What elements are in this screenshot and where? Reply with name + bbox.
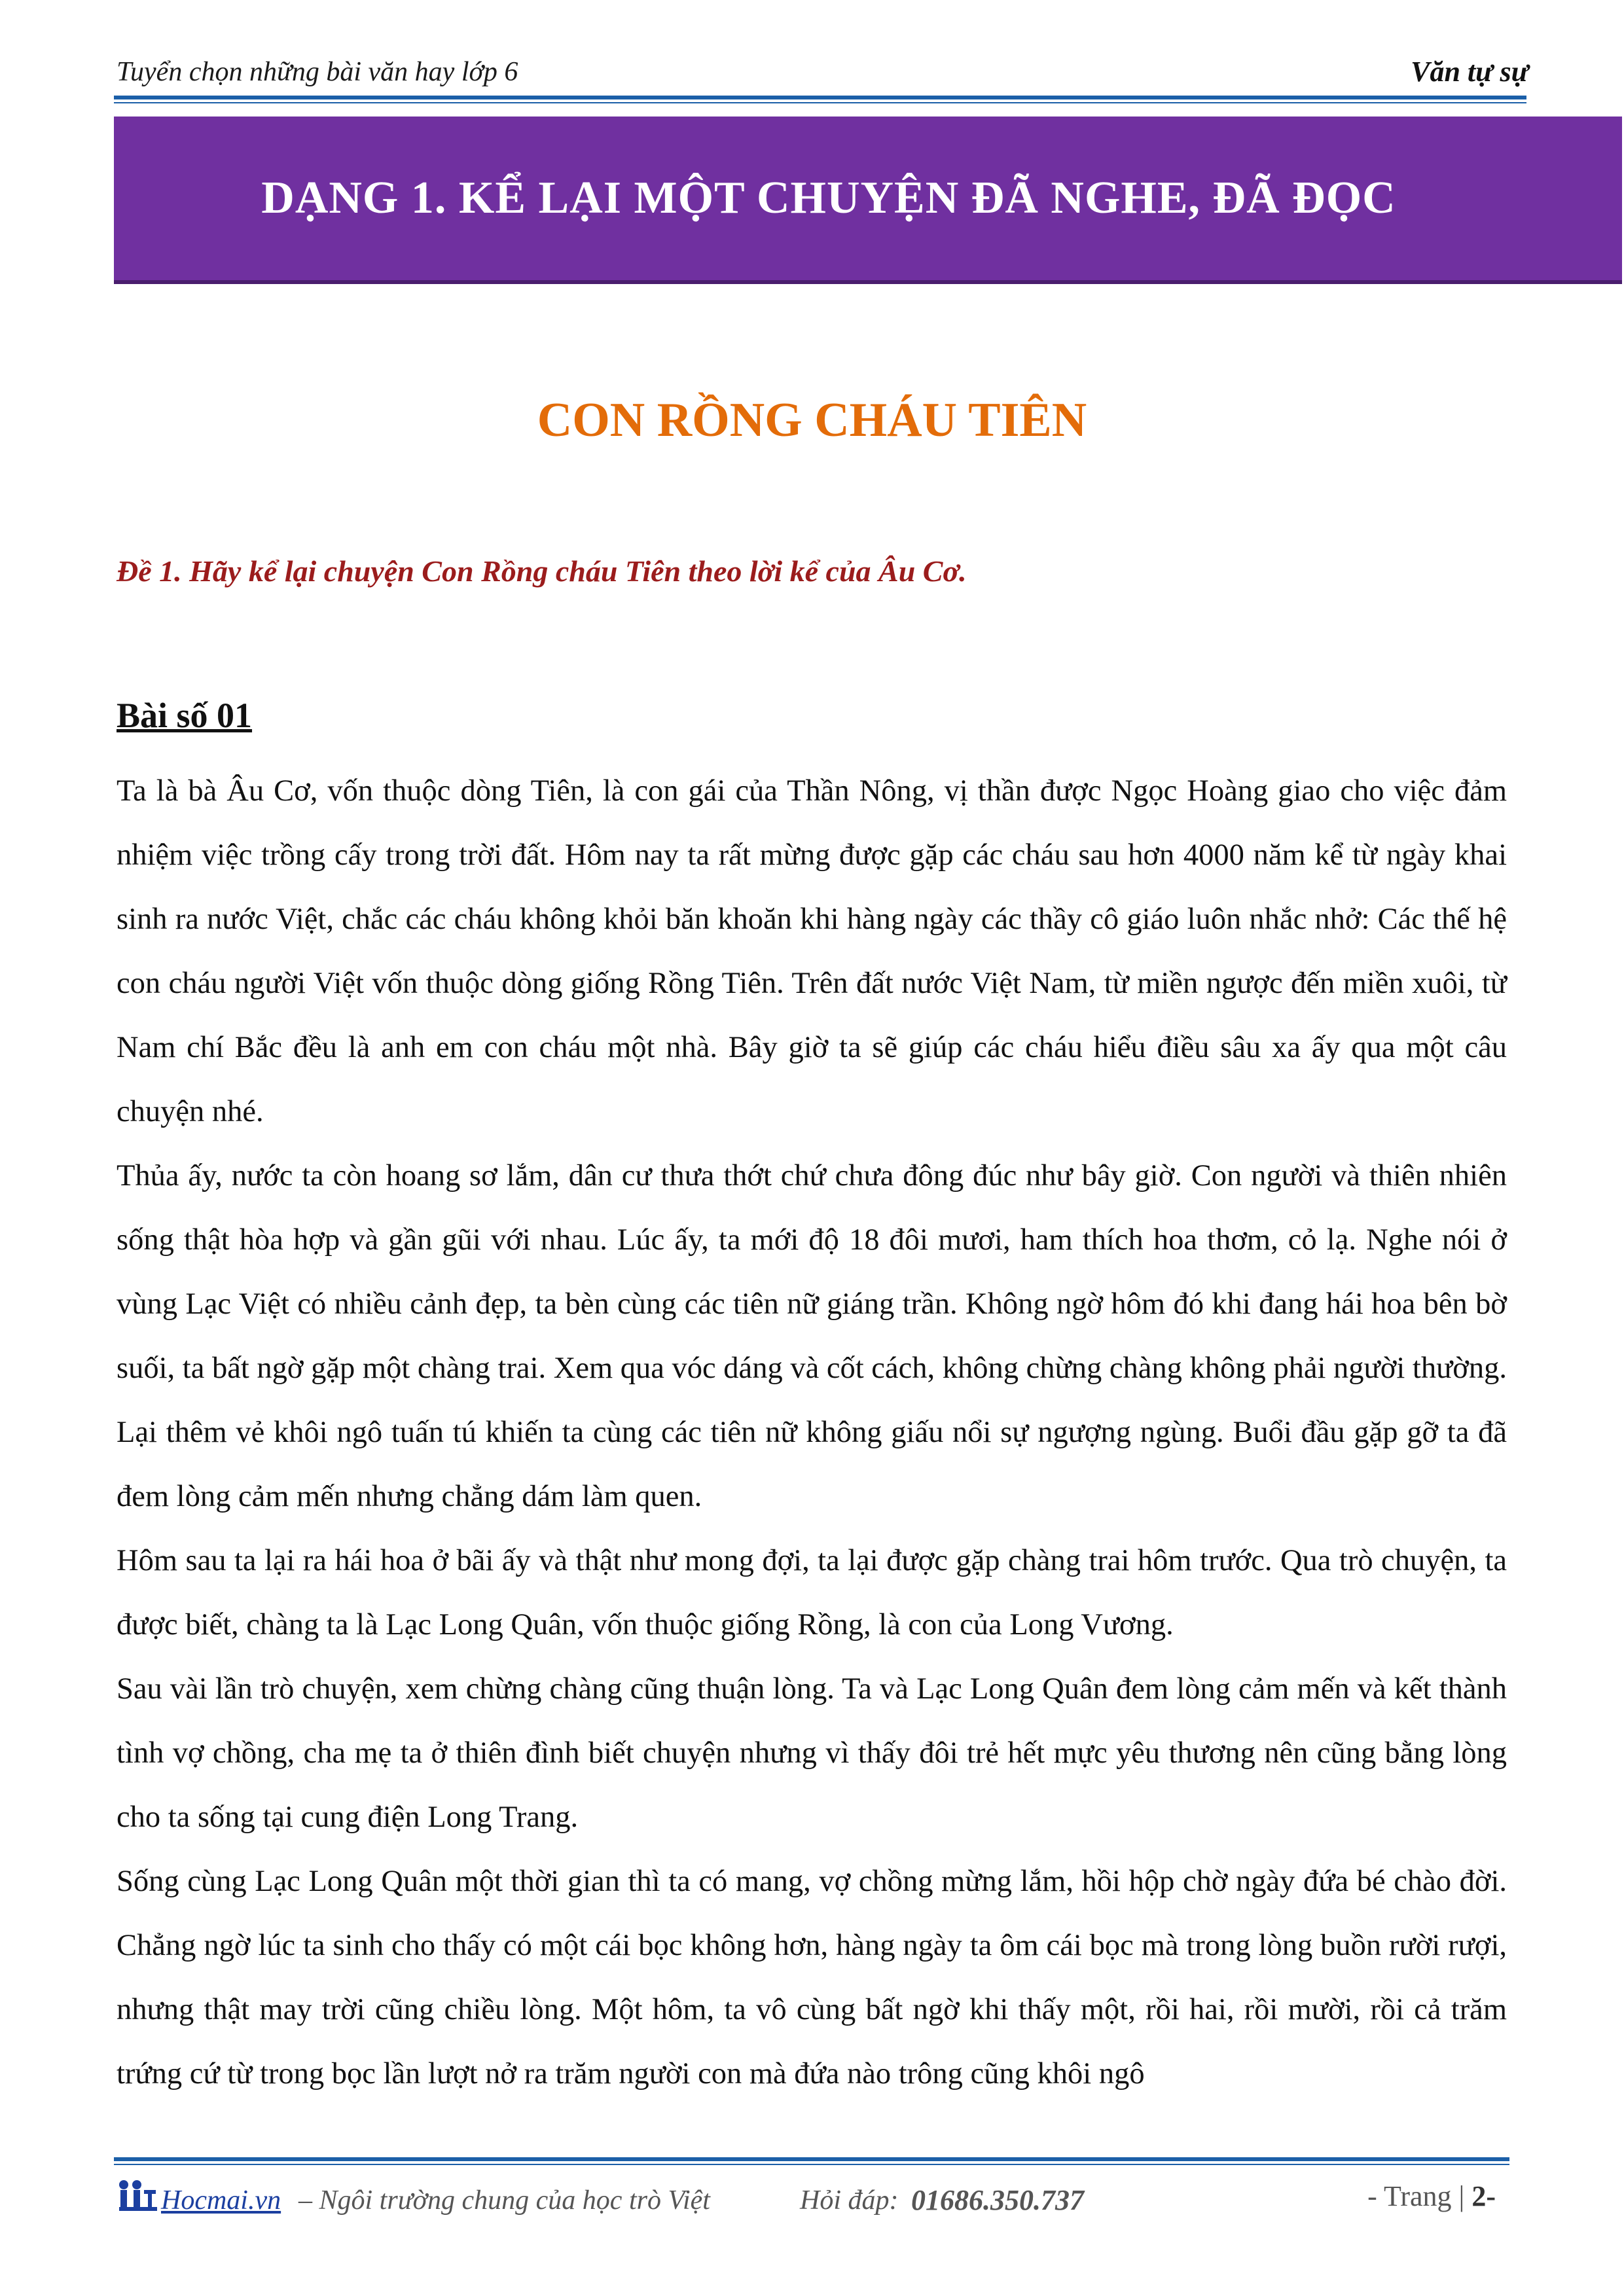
footer-rule	[114, 2157, 1509, 2161]
footer-rule-thin	[114, 2164, 1509, 2165]
header-genre: Văn tự sự	[1411, 56, 1528, 88]
page-number	[1367, 2179, 1496, 2213]
story-title: CON RỒNG CHÁU TIÊN	[537, 393, 1087, 447]
footer-slogan: – Ngôi trường chung của học trò Việt	[298, 2185, 710, 2215]
header-doc-title: Tuyển chọn những bài văn hay lớp 6	[117, 57, 518, 87]
body-paragraph: Ta là bà Âu Cơ, vốn thuộc dòng Tiên, là con gái của Thần Nông, vị thần được Ngọc Hoàng giao cho việc đảm nhiệm việc trồng cấy trong trời đất. Hôm nay ta rất mừng được gặp các cháu sau hơn 4000 năm kể từ ngày khai sinh ra nước Việt, chắc các cháu không khỏi băn khoăn khi hàng ngày các thầy cô giáo luôn nhắc nhở: Các thế hệ con cháu người Việt vốn thuộc dòng giống Rồng Tiên. Trên đất nước Việt Nam, từ miền ngược đến miền xuôi, từ Nam chí Bắc đều là anh em con cháu một nhà. Bây giờ ta sẽ giúp các cháu hiểu điều sâu xa ấy qua một câu chuyện nhé.	[117, 774, 1507, 1128]
article-heading: Bài số 01	[117, 696, 253, 735]
page-number-value: 2-	[1471, 2180, 1496, 2212]
body-paragraph: Thủa ấy, nước ta còn hoang sơ lắm, dân cư thưa thớt chứ chưa đông đúc như bây giờ. Con người và thiên nhiên sống thật hòa hợp và gần gũi với nhau. Lúc ấy, ta mới độ 18 đôi mươi, ham thích hoa thơm, cỏ lạ. Nghe nói ở vùng Lạc Việt có nhiều cảnh đẹp, ta bèn cùng các tiên nữ giáng trần. Không ngờ hôm đó khi đang hái hoa bên bờ suối, ta bất ngờ gặp một chàng trai. Xem qua vóc dáng và cốt cách, không chừng chàng không phải người thường. Lại thêm vẻ khôi ngô tuấn tú khiến ta cùng các tiên nữ không giấu nổi sự ngượng ngùng. Buổi đầu gặp gỡ ta đã đem lòng cảm mến nhưng chẳng dám làm quen.	[117, 1159, 1507, 1513]
body-paragraph: Sống cùng Lạc Long Quân một thời gian thì ta có mang, vợ chồng mừng lắm, hồi hộp chờ ngày đứa bé chào đời. Chẳng ngờ lúc ta sinh cho thấy có một cái bọc không hơn, hàng ngày ta ôm cái bọc mà trong lòng buồn rười rượi, nhưng thật may trời cũng chiều lòng. Một hôm, ta vô cùng bất ngờ khi thấy một, rồi hai, rồi mười, rồi cả trăm trứng cứ từ trong bọc lần lượt nở ra trăm người con mà đứa nào trông cũng khôi ngô	[117, 1865, 1507, 2090]
footer-hotline-label: Hỏi đáp:	[800, 2185, 899, 2215]
footer-site-link[interactable]: Hocmai.vn	[161, 2185, 281, 2215]
essay-prompt: Đề 1. Hãy kể lại chuyện Con Rồng cháu Tiên theo lời kể của Âu Cơ.	[117, 554, 967, 588]
body-paragraph: Sau vài lần trò chuyện, xem chừng chàng cũng thuận lòng. Ta và Lạc Long Quân đem lòng cảm mến và kết thành tình vợ chồng, cha mẹ ta ở thiên đình biết chuyện nhưng vì thấy đôi trẻ hết mực yêu thương nên cũng bằng lòng cho ta sống tại cung điện Long Trang.	[117, 1672, 1507, 1834]
section-banner	[114, 117, 1622, 284]
page-prefix: - Trang |	[1367, 2180, 1465, 2212]
header-rule	[114, 96, 1526, 99]
article-body	[117, 759, 1507, 2106]
banner-title: DẠNG 1. KỂ LẠI MỘT CHUYỆN ĐÃ NGHE, ĐÃ ĐỌC	[261, 173, 1396, 223]
header-rule-thin	[114, 102, 1526, 103]
body-paragraph: Hôm sau ta lại ra hái hoa ở bãi ấy và thật như mong đợi, ta lại được gặp chàng trai hôm trước. Qua trò chuyện, ta được biết, chàng ta là Lạc Long Quân, vốn thuộc giống Rồng, là con của Long Vương.	[117, 1544, 1507, 1641]
hocmai-logo-icon	[118, 2177, 158, 2215]
footer-hotline: 01686.350.737	[911, 2184, 1084, 2216]
